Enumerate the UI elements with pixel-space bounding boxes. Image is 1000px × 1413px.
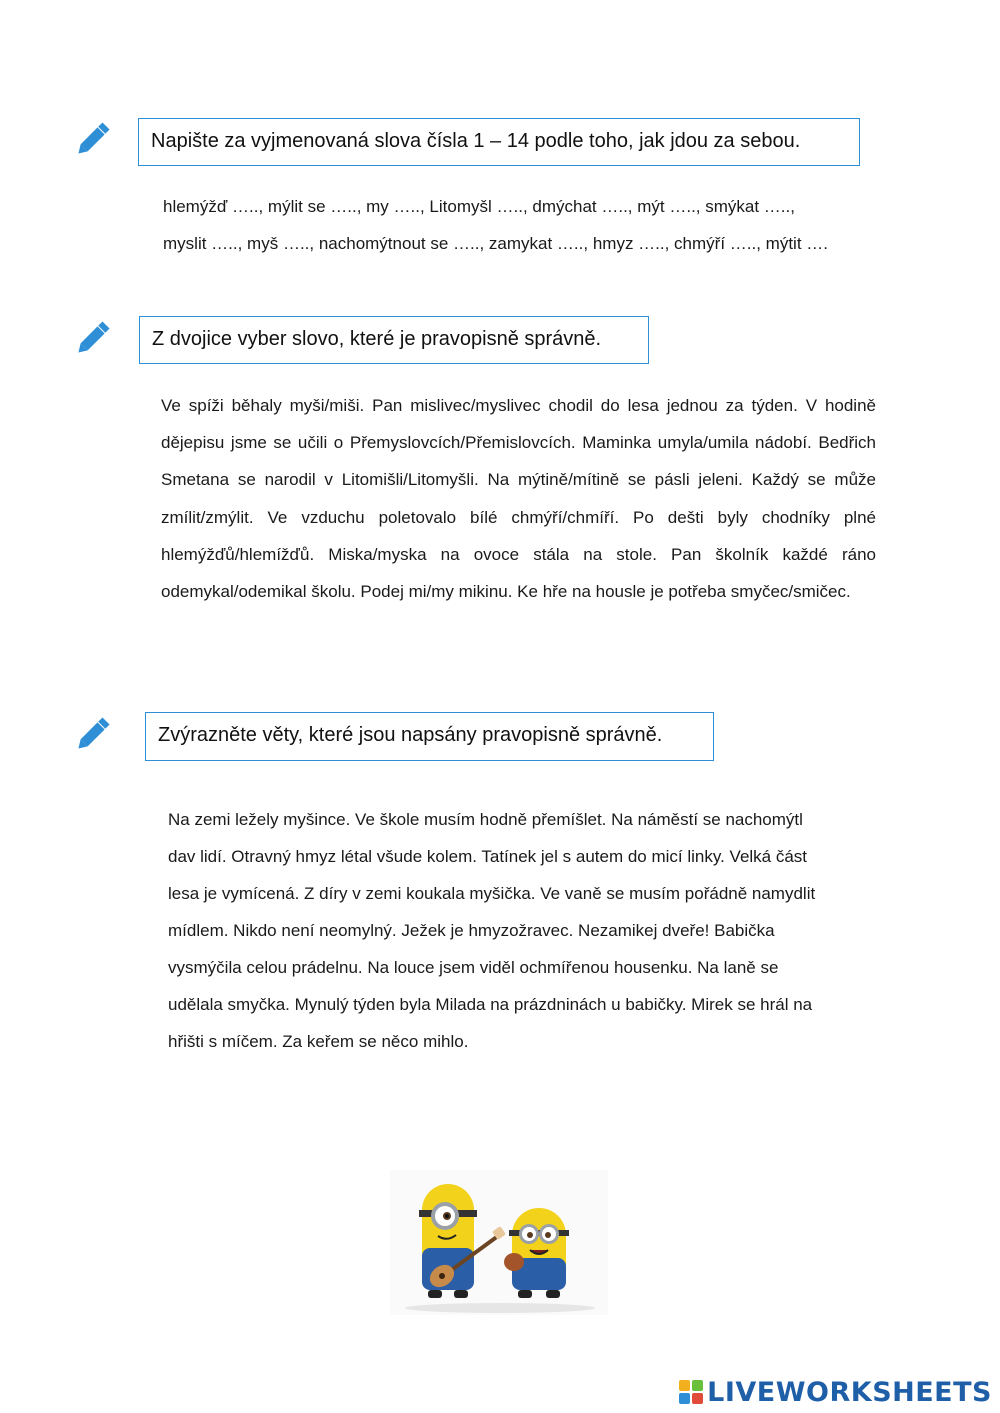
sentence-line: dav lidí. Otravný hmyz létal všude kolem. Tatínek jel s autem do micí linky. Velká část: [168, 847, 808, 866]
word-list: [163, 188, 828, 262]
sentence-line: mídlem. Nikdo není neomylný. Ježek je hmyzožravec. Nezamikej dveře! Babička: [168, 921, 775, 940]
logo-mark-icon: [679, 1380, 703, 1404]
sentence-line: lesa je vymícená. Z díry v zemi koukala myšička. Ve vaně se musím pořádně namydlit: [168, 884, 816, 903]
pencil-icon: [72, 116, 116, 160]
sentence-line: vysmýčila celou prádelnu. Na louce jsem viděl ochmířenou housenku. Na laně se: [168, 958, 779, 977]
instruction-box-2: [139, 316, 649, 364]
instruction-box-3: [145, 712, 714, 761]
word-list-line: hlemýžď ….., mýlit se ….., my ….., Litomyšl ….., dmýchat ….., mýt ….., smýkat …..,: [163, 197, 795, 216]
instruction-text-2: Z dvojice vyber slovo, které je pravopisně správně.: [152, 328, 602, 350]
sentence-paragraph: [168, 801, 815, 1060]
sentence-line: hřišti s míčem. Za keřem se něco mihlo.: [168, 1032, 469, 1051]
choice-paragraph: Ve spíži běhaly myši/miši. Pan mislivec/myslivec chodil do lesa jednou za týden. V hodině dějepisu jsme se učili o Přemyslovcích/Přemislovcích. Maminka umyla/umila nádobí. Bedřich Smetana se narodil v Litomišli/Litomyšli. Na mýtině/mítině se pásli jeleni. Každý se může zmílit/zmýlit. Ve vzduchu poletovalo bílé chmýří/chmíří. Po dešti byly chodníky plné hlemýžďů/hlemížďů. Miska/myska na ovoce stála na stole. Pan školník každé ráno odemykal/odemikal školu. Podej mi/my mikinu. Ke hře na housle je potřeba smyčec/smičec.: [161, 396, 876, 602]
instruction-text-3: Zvýrazněte věty, které jsou napsány pravopisně správně.: [158, 724, 663, 746]
sentence-line: Na zemi ležely myšince. Ve škole musím hodně přemíšlet. Na náměstí se nachomýtl: [168, 810, 803, 829]
sentence-line: udělala smyčka. Mynulý týden byla Milada na prázdninách u babičky. Mirek se hrál na: [168, 995, 813, 1014]
word-list-line: myslit ….., myš ….., nachomýtnout se ….., zamykat ….., hmyz ….., chmýří ….., mýtit ….: [163, 234, 829, 253]
pencil-icon: [72, 315, 116, 359]
instruction-text-1: Napište za vyjmenovaná slova čísla 1 – 14 podle toho, jak jdou za sebou.: [151, 130, 801, 152]
pencil-icon: [72, 711, 116, 755]
minions-illustration: [390, 1170, 608, 1315]
logo-text: LIVEWORKSHEETS: [707, 1376, 992, 1408]
liveworksheets-logo[interactable]: [679, 1377, 992, 1407]
instruction-box-1: [138, 118, 860, 166]
